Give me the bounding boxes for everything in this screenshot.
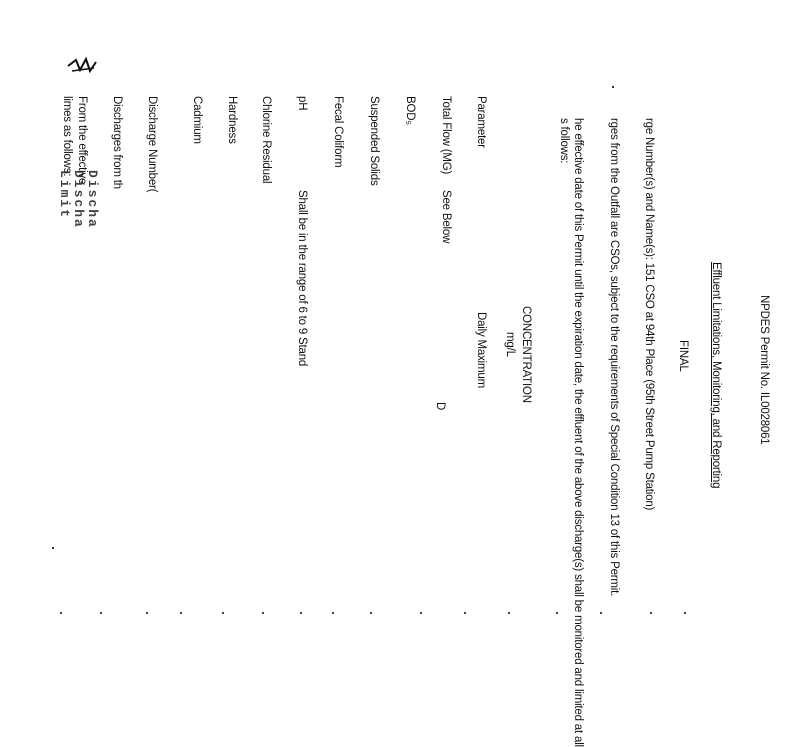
daily-maximum-header: Daily Maximum xyxy=(475,312,487,388)
param-chlorine-residual: Chlorine Residual xyxy=(260,96,272,184)
param-cadmium: Cadmium xyxy=(191,96,203,144)
faded-stamp-2: Discha xyxy=(71,170,86,229)
faded-stamp-3: Limit xyxy=(57,170,72,220)
daily-maximum-mark: D xyxy=(434,402,446,411)
param-suspended-solids: Suspended Solids xyxy=(368,96,380,186)
param-total-flow: Total Flow (MG) xyxy=(440,96,452,175)
concentration-header: CONCENTRATION xyxy=(520,306,532,403)
param-ph: pH xyxy=(296,96,308,111)
value-total-flow: See Below xyxy=(440,190,452,244)
scan-speck xyxy=(52,547,54,549)
document-status: FINAL xyxy=(677,340,689,372)
intro-line-4: s follows: xyxy=(558,118,570,164)
discharges-from-line: Discharges from th xyxy=(111,96,123,189)
units-label: mg/L xyxy=(504,332,516,357)
intro-line-3: he effective date of this Permit until the expiration date, the effluent of the above discharge(s) shall be monitored and limited at all xyxy=(572,118,584,747)
faded-stamp-1: Discha xyxy=(85,170,100,229)
parameter-header: Parameter xyxy=(475,96,487,148)
param-hardness: Hardness xyxy=(226,96,238,144)
limes-as-follows-line: limes as follows: xyxy=(61,96,73,177)
scan-speck xyxy=(612,86,614,88)
param-fecal-coliform: Fecal Coliform xyxy=(332,96,344,168)
param-bod5: BOD₅ xyxy=(404,96,416,125)
value-ph: Shall be in the range of 6 to 9 Stand xyxy=(296,190,308,367)
intro-line-2: rges from the Outfall are CSOs, subject to the requirements of Special Condition 13 of this Permit. xyxy=(608,118,620,597)
intro-line-1: rge Number(s) and Name(s): 151 CSO at 94th Place (95th Street Pump Station) xyxy=(643,118,655,511)
from-effective-line: From the effective xyxy=(76,96,88,185)
handwritten-mark-icon xyxy=(66,56,100,76)
section-title: Effluent Limitations, Monitoring, and Reporting xyxy=(710,262,722,489)
permit-number: NPDES Permit No. IL0028061 xyxy=(758,295,770,445)
discharge-number-line: Discharge Number( xyxy=(146,96,158,193)
scan-edge-artifacts xyxy=(0,612,800,616)
